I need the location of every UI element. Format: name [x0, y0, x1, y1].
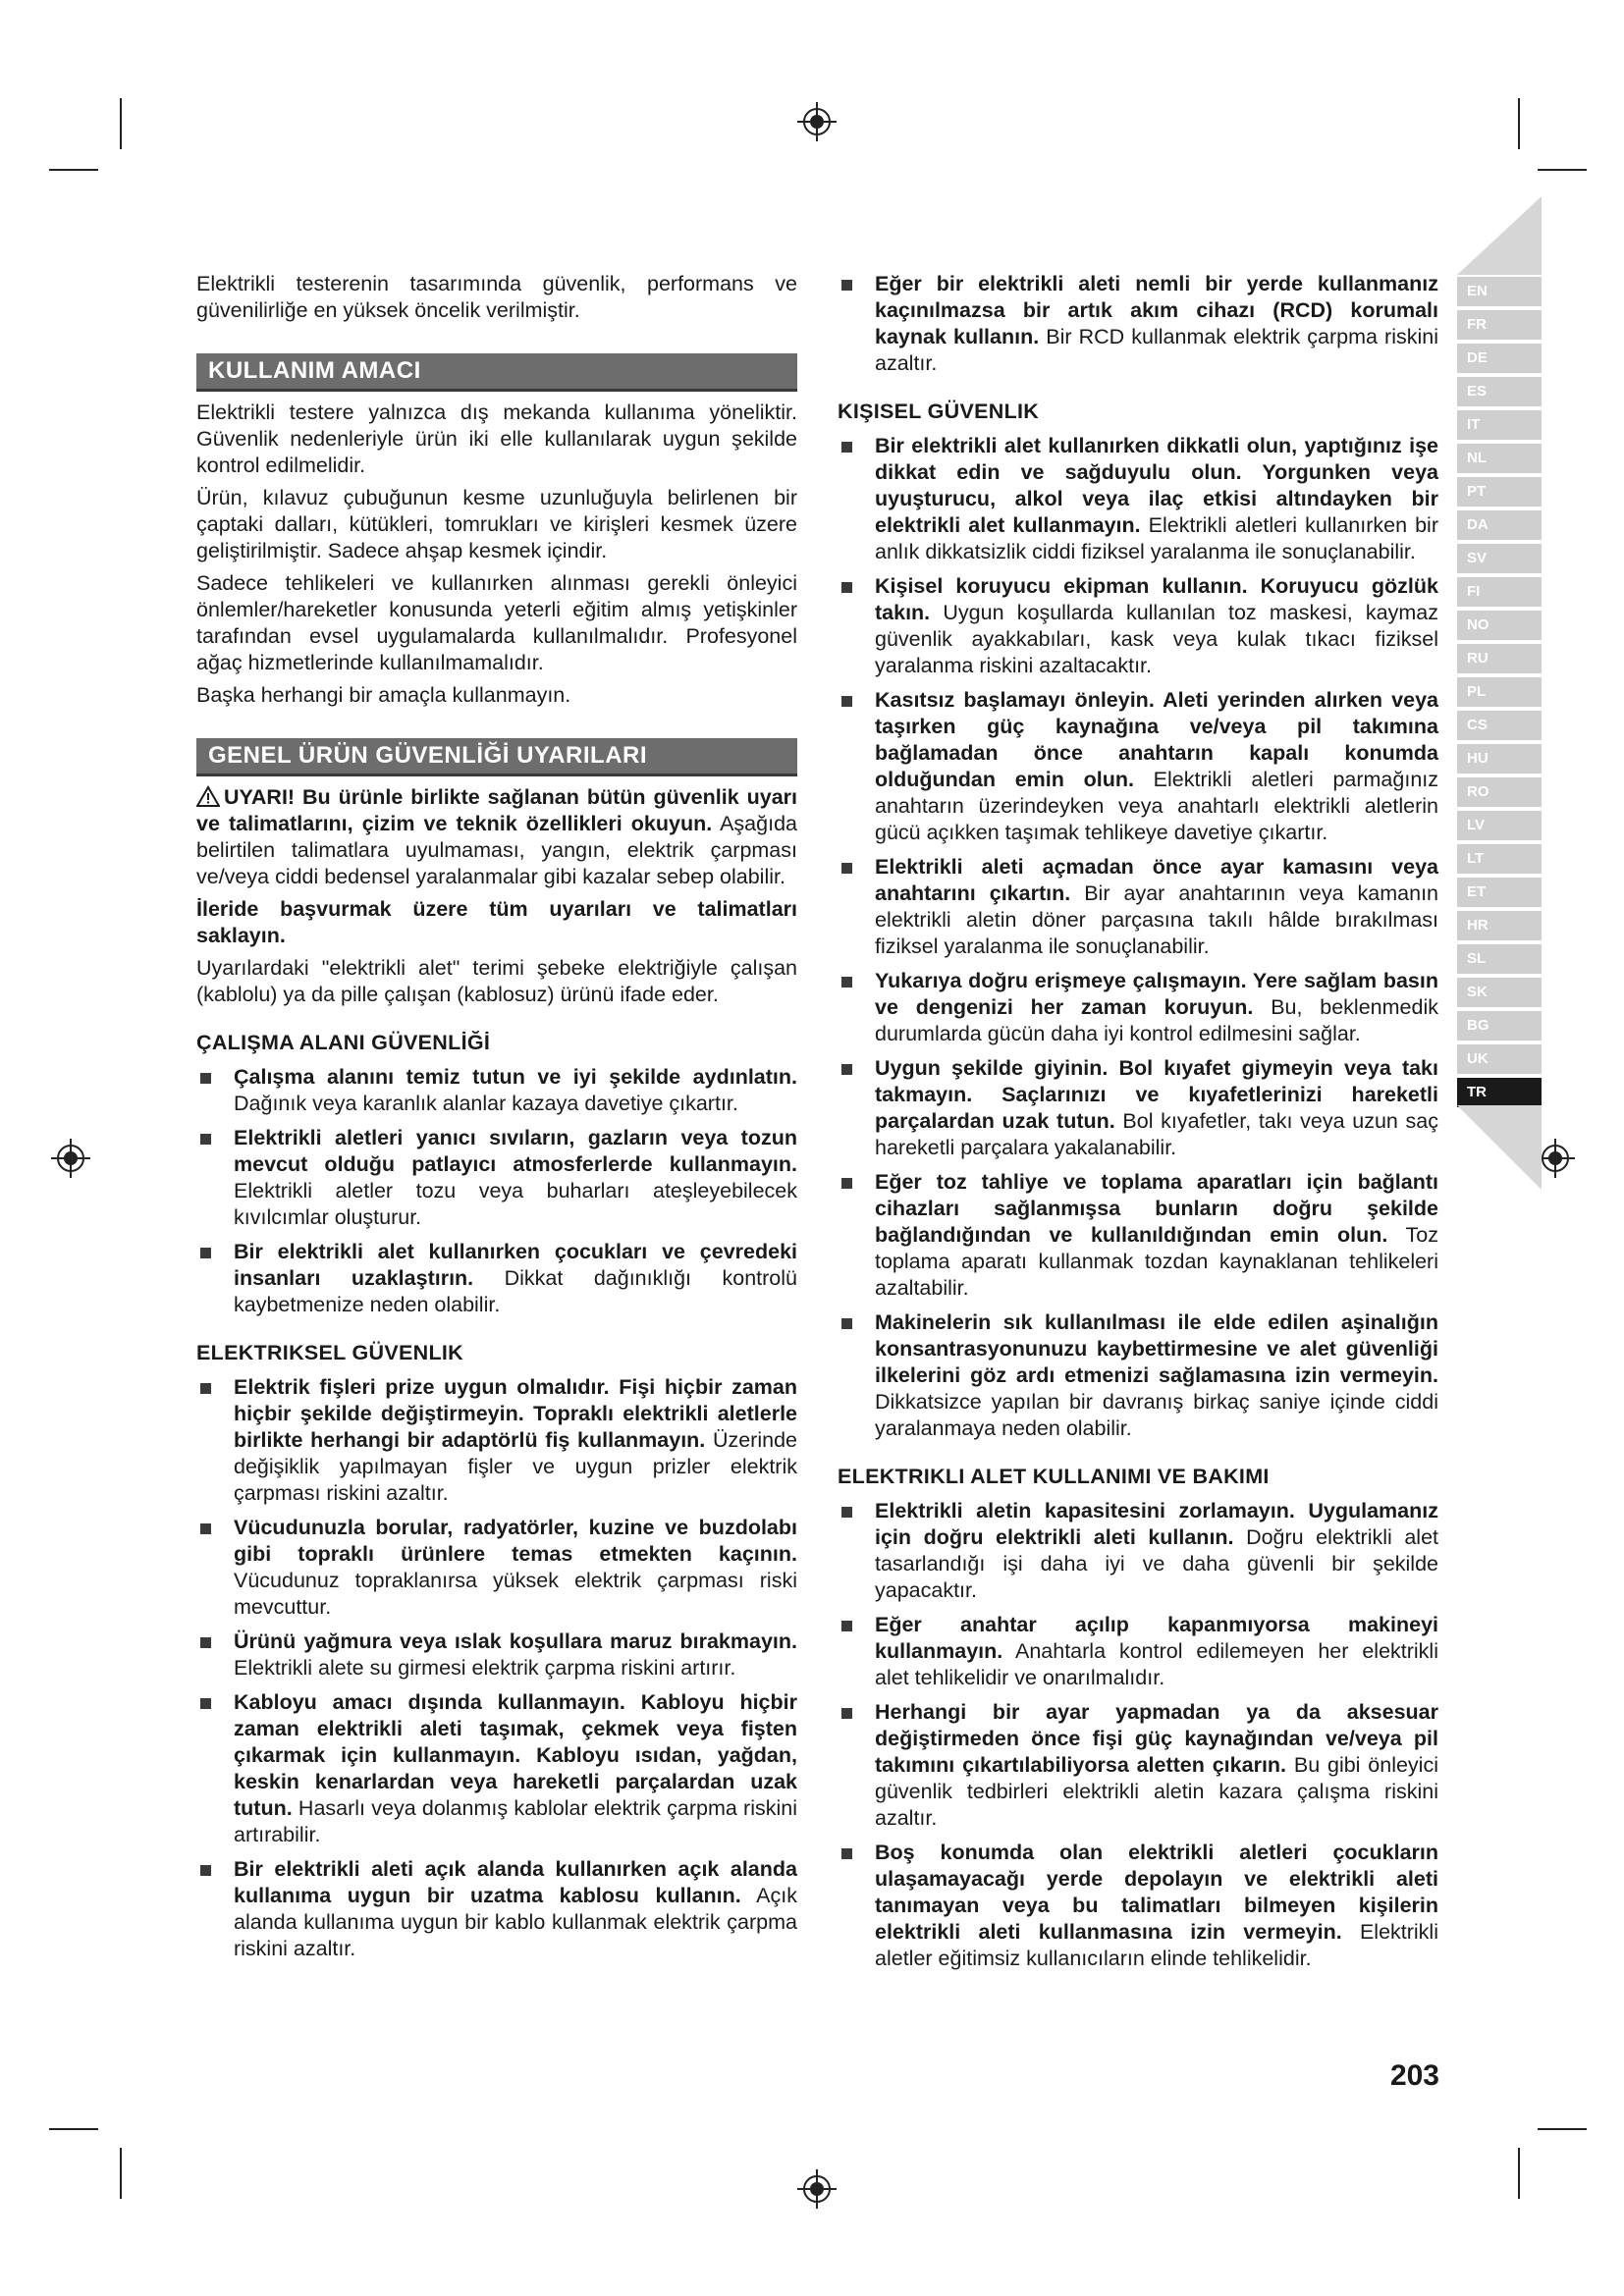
kullanim-p3: Sadece tehlikeleri ve kullanırken alınması gerekli önleyici önlemler/hareketler konusunda yeterli eğitim almış yetişkinler tarafından evsel uygulamalarda kullanılmalıdır. Profesyonel ağaç hizmetlerinde kullanılmamalıdır.: [196, 571, 797, 674]
language-tab-da[interactable]: DA: [1457, 510, 1542, 540]
language-tab-cs[interactable]: CS: [1457, 711, 1542, 740]
page-number: 203: [1389, 2059, 1439, 2092]
item-text: Bir RCD kullanmak elektrik çarpma riskini azaltır.: [875, 325, 1438, 375]
language-tab-fi[interactable]: FI: [1457, 577, 1542, 607]
kullanim-p1: Elektrikli testere yalnızca dış mekanda kullanıma yöneliktir. Güvenlik nedenleriyle ürün iki elle kullanılarak uygun şekilde kontrol edilmelidir.: [196, 400, 797, 477]
item-text: Anahtarla kontrol edilemeyen her elektrikli alet tehlikelidir ve onarılmalıdır.: [875, 1639, 1438, 1689]
crop-mark: [1518, 98, 1520, 149]
item-text: Bu, beklenmedik durumlarda gücün daha iyi kontrol edilmesini sağlar.: [875, 995, 1438, 1045]
language-tab-en[interactable]: EN: [1457, 277, 1542, 306]
registration-mark-icon: [1536, 1139, 1575, 1178]
item-text: Vücudunuz topraklanırsa yüksek elektrik çarpması riski mevcuttur.: [234, 1569, 797, 1619]
subheading-bakim: ELEKTRIKLI ALET KULLANIMI VE BAKIMI: [838, 1465, 1270, 1488]
item-bold: Elektrikli aletleri yanıcı sıvıların, gazların veya tozun mevcut olduğu patlayıcı atmosferlerde kullanmayın.: [234, 1126, 797, 1176]
item-text: Dikkatsizce yapılan bir davranış birkaç saniye içinde ciddi yaralanmaya neden olabilir.: [875, 1390, 1438, 1440]
list-item: [838, 573, 1438, 679]
registration-mark-icon: [797, 2169, 837, 2209]
language-tab-uk[interactable]: UK: [1457, 1044, 1542, 1074]
language-tab-list: [1457, 277, 1542, 1111]
item-text: Elektrikli aletler eğitimsiz kullanıcıların elinde tehlikelidir.: [875, 1920, 1438, 1970]
item-text: Üzerinde değişiklik yapılmayan fişler ve uygun prizler elektrik çarpması riskini azaltır.: [234, 1428, 797, 1505]
list-item: [838, 1612, 1438, 1691]
item-text: Elektrikli aletleri kullanırken bir anlık dikkatsizlik ciddi fiziksel yaralanma ile sonuçlanabilir.: [875, 513, 1438, 563]
item-text: Elektrikli aletleri parmağınız anahtarın üzerindeyken veya anahtarlı elektrikli aletlerin gücü açıkken taşımak tehlikeye davetiye çıkartır.: [875, 768, 1438, 844]
language-tab-pl[interactable]: PL: [1457, 677, 1542, 707]
item-text: Elektrikli aletler tozu veya buharları ateşleyebilecek kıvılcımlar oluşturur.: [234, 1179, 797, 1229]
item-bold: Makinelerin sık kullanılması ile elde edilen aşinalığın konsantrasyonunuzu kaybettirmesine ve alet güvenliği ilkelerini göz ardı etmenizi sağlamasına izin vermeyin.: [875, 1310, 1438, 1387]
list-item: [196, 1856, 797, 1962]
item-text: Toz toplama aparatı kullanmak tozdan kaynaklanan tehlikeleri azaltabilir.: [875, 1223, 1438, 1300]
language-tab-ro[interactable]: RO: [1457, 777, 1542, 807]
language-tab-nl[interactable]: NL: [1457, 444, 1542, 473]
item-bold: Vücudunuzla borular, radyatörler, kuzine ve buzdolabı gibi topraklı ürünlere temas etmekten kaçının.: [234, 1516, 797, 1566]
list-item: [838, 271, 1438, 377]
item-bold: Kabloyu amacı dışında kullanmayın. Kabloyu hiçbir zaman elektrikli aleti taşımak, çekmek veya fişten çıkarmak için kullanmayın. Kabloyu ısıdan, yağdan, keskin kenarlardan veya hareketli parçalardan uzak tutun.: [234, 1690, 797, 1820]
list-item: [838, 1169, 1438, 1302]
language-tab-tr[interactable]: TR: [1457, 1078, 1542, 1107]
item-text: Dikkat dağınıklığı kontrolü kaybetmenize neden olabilir.: [234, 1266, 797, 1316]
registration-mark-icon: [51, 1139, 90, 1178]
item-text: Bu gibi önleyici güvenlik tedbirleri elektrikli aletin kazara çalışma riskini azaltır.: [875, 1753, 1438, 1830]
warning-body-text: Aşağıda belirtilen talimatlara uyulmaması, yangın, elektrik çarpması ve/veya ciddi bedensel yaralanmalar gibi kazalar sebep olabilir.: [196, 812, 797, 888]
language-tab-sv[interactable]: SV: [1457, 544, 1542, 573]
list-item: [196, 1629, 797, 1682]
left-column: [196, 271, 797, 1970]
item-bold: Elektrikli aleti açmadan önce ayar kamasını veya anahtarını çıkartın.: [875, 855, 1438, 905]
warning-triangle-icon: [196, 785, 220, 807]
item-bold: Herhangi bir ayar yapmadan ya da aksesuar değiştirmeden önce fişi güç kaynağından ve/veya pil takımını çıkartılabiliyorsa aletten çıkarın.: [875, 1700, 1438, 1777]
warning-paragraph: [196, 784, 797, 890]
section-banner-genel: GENEL ÜRÜN GÜVENLİĞİ UYARILARI: [196, 738, 797, 776]
kullanim-p4: Başka herhangi bir amaçla kullanmayın.: [196, 683, 571, 707]
item-bold: Bir elektrikli alet kullanırken çocukları ve çevredeki insanları uzaklaştırın.: [234, 1240, 797, 1290]
item-bold: Kasıtsız başlamayı önleyin. Aleti yerinden alırken veya taşırken güç kaynağına ve/veya pil takımına bağlamadan önce anahtarın kapalı konumda olduğundan emin olun.: [875, 688, 1438, 791]
item-bold: Eğer anahtar açılıp kapanmıyorsa makineyi kullanmayın.: [875, 1613, 1438, 1663]
language-tab-fr[interactable]: FR: [1457, 310, 1542, 340]
item-text: Bir ayar anahtarının veya kamanın elektrikli aletin döner parçasına takılı hâlde bırakılması fiziksel yaralanma ile sonuçlanabilir.: [875, 881, 1438, 958]
item-bold: Uygun şekilde giyinin. Bol kıyafet giymeyin veya takı takmayın. Saçlarınızı ve kıyafetlerinizi hareketli parçalardan uzak tutun.: [875, 1056, 1438, 1133]
language-tab-bg[interactable]: BG: [1457, 1011, 1542, 1041]
subheading-kisisel: KIŞISEL GÜVENLIK: [838, 400, 1040, 423]
item-text: Elektrikli alete su girmesi elektrik çarpma riskini artırır.: [234, 1656, 736, 1680]
item-text: Uygun koşullarda kullanılan toz maskesi, kaymaz güvenlik ayakkabıları, kask veya kulak tıkacı fiziksel yaralanma riskini azaltacaktır.: [875, 601, 1438, 677]
item-bold: Çalışma alanını temiz tutun ve iyi şekilde aydınlatın.: [234, 1065, 797, 1089]
list-item: [838, 968, 1438, 1047]
language-tab-et[interactable]: ET: [1457, 878, 1542, 907]
term-definition: Uyarılardaki "elektrikli alet" terimi şebeke elektriğiyle çalışan (kablolu) ya da pille çalışan (kablosuz) ürünü ifade eder.: [196, 956, 797, 1006]
list-item: [196, 1374, 797, 1507]
list-item: [838, 854, 1438, 960]
list-item: [196, 1689, 797, 1848]
language-tab-de[interactable]: DE: [1457, 344, 1542, 373]
crop-mark: [1538, 2128, 1587, 2130]
language-tab-es[interactable]: ES: [1457, 377, 1542, 406]
language-tab-top-triangle: [1457, 196, 1542, 275]
crop-mark: [1538, 169, 1587, 171]
item-text: Bol kıyafetler, takı veya uzun saç hareketli parçalara yakalanabilir.: [875, 1109, 1438, 1159]
list-item: [838, 1055, 1438, 1161]
item-text: Açık alanda kullanıma uygun bir kablo kullanmak elektrik çarpma riskini azaltır.: [234, 1884, 797, 1960]
crop-mark: [49, 169, 98, 171]
item-text: Doğru elektrikli alet tasarlandığı işi daha iyi ve daha güvenli bir şekilde yapacaktır.: [875, 1525, 1438, 1602]
item-bold: Eğer toz tahliye ve toplama aparatları için bağlantı cihazları sağlanmışsa bunların doğru şekilde bağlandığından ve kullanıldığından emin olun.: [875, 1170, 1438, 1247]
list-item: [838, 687, 1438, 846]
crop-mark: [49, 2128, 98, 2130]
language-tab-bottom-triangle: [1457, 1105, 1542, 1190]
item-bold: Bir elektrikli alet kullanırken dikkatli olun, yaptığınız işe dikkat edin ve sağduyulu olun. Yorgunken veya uyuşturucu, alkol veya ilaç etkisi altındayken bir elektrikli alet kullanmayın.: [875, 434, 1438, 537]
language-tab-sk[interactable]: SK: [1457, 978, 1542, 1007]
language-tab-it[interactable]: IT: [1457, 410, 1542, 440]
language-tab-lv[interactable]: LV: [1457, 811, 1542, 840]
intro-text: Elektrikli testerenin tasarımında güvenlik, performans ve güvenilirliğe en yüksek öncelik verilmiştir.: [196, 272, 797, 322]
item-bold: Boş konumda olan elektrikli aletleri çocukların ulaşamayacağı yerde depolayın ve elektrikli aleti tanımayan veya bu talimatları bilmeyen kişilerin elektrikli aleti kullanmasına izin vermeyin.: [875, 1841, 1438, 1944]
language-tab-hr[interactable]: HR: [1457, 911, 1542, 940]
language-tab-ru[interactable]: RU: [1457, 644, 1542, 673]
language-tab-hu[interactable]: HU: [1457, 744, 1542, 774]
subheading-elektrik: ELEKTRIKSEL GÜVENLIK: [196, 1341, 463, 1364]
item-bold: Elektrikli aletin kapasitesini zorlamayın. Uygulamanız için doğru elektrikli aleti kullanın.: [875, 1499, 1438, 1549]
list-item: [196, 1125, 797, 1231]
section-banner-kullanim: KULLANIM AMACI: [196, 353, 797, 392]
list-item: [196, 1064, 797, 1117]
subheading-calisma: ÇALIŞMA ALANI GÜVENLİĞİ: [196, 1031, 491, 1054]
item-text: Dağınık veya karanlık alanlar kazaya davetiye çıkartır.: [234, 1092, 738, 1115]
crop-mark: [1518, 2148, 1520, 2199]
list-item: [838, 1840, 1438, 1972]
list-item: [196, 1239, 797, 1318]
language-tab-sl[interactable]: SL: [1457, 944, 1542, 974]
item-bold: Kişisel koruyucu ekipman kullanın. Koruyucu gözlük takın.: [875, 574, 1438, 624]
warning-bold-text: UYARI! Bu ürünle birlikte sağlanan bütün güvenlik uyarı ve talimatlarını, çizim ve teknik özellikleri okuyun.: [196, 785, 797, 835]
crop-mark: [120, 98, 122, 149]
language-tab-pt[interactable]: PT: [1457, 477, 1542, 507]
kullanim-p2: Ürün, kılavuz çubuğunun kesme uzunluğuyla belirlenen bir çaptaki dalları, kütükleri, tomrukları ve kirişleri kesmek üzere geliştirilmiştir. Sadece ahşap kesmek içindir.: [196, 486, 797, 562]
list-item: [838, 1309, 1438, 1442]
save-instructions: İleride başvurmak üzere tüm uyarıları ve talimatları saklayın.: [196, 897, 797, 947]
item-bold: Yukarıya doğru erişmeye çalışmayın. Yere sağlam basın ve dengenizi her zaman koruyun.: [875, 969, 1438, 1019]
language-tab-lt[interactable]: LT: [1457, 844, 1542, 874]
item-bold: Bir elektrikli aleti açık alanda kullanırken açık alanda kullanıma uygun bir uzatma kablosu kullanın.: [234, 1857, 797, 1907]
list-item: [838, 1699, 1438, 1832]
item-bold: Eğer bir elektrikli aleti nemli bir yerde kullanmanız kaçınılmazsa bir artık akım cihazı (RCD) korumalı kaynak kullanın.: [875, 272, 1438, 348]
list-item: [838, 433, 1438, 565]
item-bold: Ürünü yağmura veya ıslak koşullara maruz bırakmayın.: [234, 1629, 797, 1653]
item-text: Hasarlı veya dolanmış kablolar elektrik çarpma riskini artırabilir.: [234, 1796, 797, 1846]
crop-mark: [120, 2148, 122, 2199]
list-item: [838, 1498, 1438, 1604]
language-tab-no[interactable]: NO: [1457, 611, 1542, 640]
right-column: [838, 271, 1438, 1980]
list-item: [196, 1515, 797, 1621]
registration-mark-icon: [797, 102, 837, 141]
item-bold: Elektrik fişleri prize uygun olmalıdır. Fişi hiçbir zaman hiçbir şekilde değiştirmeyin. Topraklı elektrikli aletlerle birlikte herhangi bir adaptörlü fiş kullanmayın.: [234, 1375, 797, 1452]
